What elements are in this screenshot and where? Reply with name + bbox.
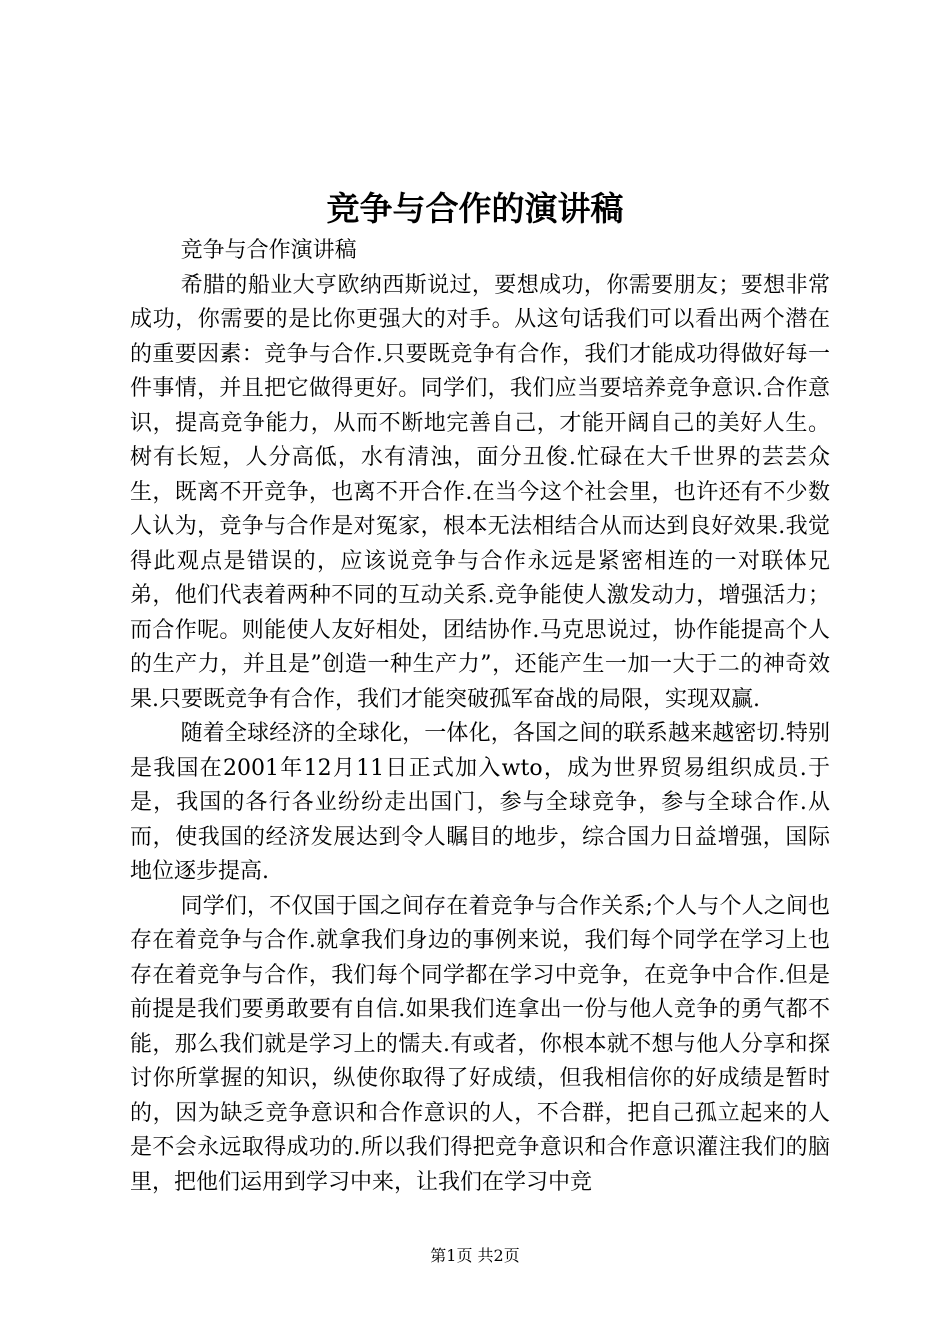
paragraph-3: 同学们，不仅国于国之间存在着竞争与合作关系;个人与个人之间也存在着竞争与合作.就拿我们身边的事例来说，我们每个同学在学习上也存在着竞争与合作，我们每个同学都在学习中竞争，在竞争中合作.但是前提是我们要勇敢要有自信.如果我们连拿出一份与他人竞争的勇气都不能，那么我们就是学习上的懦夫.有或者，你根本就不想与他人分享和探讨你所掌握的知识，纵使你取得了好成绩，但我相信你的好成绩是暂时的，因为缺乏竞争意识和合作意识的人，不合群，把自己孤立起来的人是不会永远取得成功的.所以我们得把竞争意识和合作意识灌注我们的脑里，把他们运用到学习中来，让我们在学习中竞 — [130, 893, 830, 1195]
paragraph-1: 希腊的船业大亨欧纳西斯说过，要想成功，你需要朋友；要想非常成功，你需要的是比你更强大的对手。从这句话我们可以看出两个潜在的重要因素：竞争与合作.只要既竞争有合作，我们才能成功得做好每一件事情，并且把它做得更好。同学们，我们应当要培养竞争意识.合作意识，提高竞争能力，从而不断地完善自己，才能开阔自己的美好人生。树有长短，人分高低，水有清浊，面分丑俊.忙碌在大千世界的芸芸众生，既离不开竞争，也离不开合作.在当今这个社会里，也许还有不少数人认为，竞争与合作是对冤家，根本无法相结合从而达到良好效果.我觉得此观点是错误的，应该说竞争与合作永远是紧密相连的一对联体兄弟，他们代表着两种不同的互动关系.竞争能使人激发动力，增强活力；而合作呢。则能使人友好相处，团结协作.马克思说过，协作能提高个人的生产力，并且是”创造一种生产力”，还能产生一加一大于二的神奇效果.只要既竞争有合作，我们才能突破孤军奋战的局限，实现双赢. — [130, 272, 830, 712]
page-number-footer: 第1页 共2页 — [430, 1246, 520, 1265]
paragraph-subtitle: 竞争与合作演讲稿 — [180, 238, 357, 263]
document-body — [130, 234, 830, 1200]
document-title: 竞争与合作的演讲稿 — [326, 189, 624, 228]
paragraph-2: 随着全球经济的全球化，一体化，各国之间的联系越来越密切.特别是我国在2001年12月11日正式加入wto，成为世界贸易组织成员.于是，我国的各行各业纷纷走出国门，参与全球竞争，参与全球合作.从而，使我国的经济发展达到令人瞩目的地步，综合国力日益增强，国际地位逐步提高. — [130, 721, 830, 884]
